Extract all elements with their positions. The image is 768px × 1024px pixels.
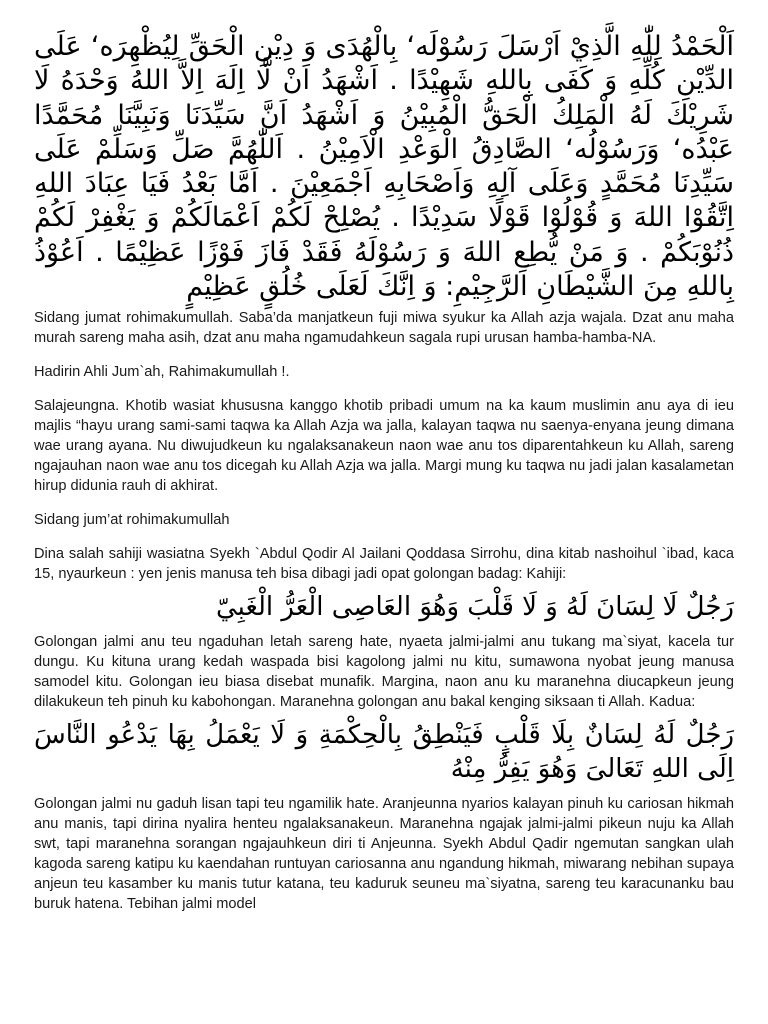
document-page	[34, 30, 734, 928]
paragraph-address-2: Sidang jum’at rohimakumullah	[34, 512, 230, 529]
paragraph-golongan-1: Golongan jalmi anu teu ngaduhan letah sareng hate, nyaeta jalmi-jalmi anu tukang ma`siyat, kacela tur dungu. Ku kituna urang kedah waspada bisi kagolong jalmi nu kitu, sumawona nyobat jeung manusa samodel kitu. Golongan ieu biasa disebat munafik. Margina, naon anu ku maranehna diucapkeun jeung dilakukeun teh pinuh ku kabohongan. Maranehna golongan anu bakal kenging siksaan ti Allah. Kadua:	[34, 634, 734, 711]
arabic-quote-2: رَجُلٌ لَهُ لِسَانٌ بِلَا قَلْبٍ فَيَنْطِقُ بِالْحِكْمَةِ وَ لَا يَعْمَلُ بِهَا يَدْعُو النَّاسَ اِلَى اللهِ تَعَالىَ وَهُوَ يَفِرُّ مِنْهُ	[34, 720, 734, 785]
arabic-quote-1: رَجُلٌ لَا لِسَانَ لَهُ وَ لَا قَلْبَ وَهُوَ العَاصِى الْعَرُّ الْغَبِيّ	[215, 592, 734, 623]
paragraph-golongan-2: Golongan jalmi nu gaduh lisan tapi teu ngamilik hate. Aranjeunna nyarios kalayan pinuh ku cariosan hikmah anu manis, tapi dirina nyalira henteu ngalaksanakeun. Maranehna ngajak jalmi-jalmi pikeun nuju ka Allah swt, tapi maranehna sorangan ngajauhkeun diri ti Anjeunna. Syekh Abdul Qadir ngemutan sangkan ulah kagoda sareng katipu ku kaendahan runtuyan cariosanna anu ngandung hikmah, miwarang nebihan supaya anjeun teu kasamber ku manis tutur katana, teu kaduruk seuneu ma`siyatna, sareng teu karacunanku bau buruk hatena. Tebihan jalmi model	[34, 796, 734, 913]
paragraph-wasiat: Dina salah sahiji wasiatna Syekh `Abdul Qodir Al Jailani Qoddasa Sirrohu, dina kitab nashoihul `ibad, kaca 15, nyaurkeun : yen jenis manusa teh bisa dibagi jadi opat golongan badag: Kahiji:	[34, 546, 734, 583]
paragraph-taqwa: Salajeungna. Khotib wasiat khususna kanggo khotib pribadi umum na ka kaum muslimin anu aya di ieu majlis “hayu urang sami-sami taqwa ka Allah Azja wa jalla, kalayan taqwa nu saenya-enyana jeung dimana wae urang ayana. Nu diwujudkeun ku ngalaksanakeun naon wae anu tos diparentahkeun ku Allah, sareng ngajauhan naon wae anu tos dicegah ku Allah Azja wa jalla. Margi mung ku taqwa nu jadi jalan kasalametan hirup didunia rauh di akhirat.	[34, 398, 734, 495]
paragraph-address: Hadirin Ahli Jum`ah, Rahimakumullah !.	[34, 364, 290, 381]
arabic-opening-text: اَلْحَمْدُ لِلّٰهِ الَّذِيْ اَرْسَلَ رَسُوْلَه‘ بِالْهُدَى وَ دِيْنِ الْحَقِّ لِيُظْهِرَه‘ عَلَى الدِّيْنِ كُلِّهِ وَ كَفَى بِاللهِ شَهِيْدًا . اَشْهَدُ اَنْ لَّا اِلَهَ اِلاَّ اللهُ وَحْدَهُ لَا شَرِيْكَ لَهُ الْمَلِكُ الْحَقُّ الْمُبِيْنُ وَ اَشْهَدُ اَنَّ سَيِّدَنَا وَنَبِيَّنَا مُحَمَّدًا عَبْدُه‘ وَرَسُوْلُه‘ الصَّادِقُ الْوَعْدِ الْاَمِيْنُ . اَللّٰهُمَّ صَلِّ وَسَلِّمْ عَلَى سَيِّدِنَا مُحَمَّدٍ وَعَلَى آلِهِ وَاَصْحَابِهِ اَجْمَعِيْنَ . اَمَّا بَعْدُ فَيَا عِبَادَ اللهِ اِتَّقُوْا اللهَ وَ قُوْلُوْا قَوْلًا سَدِيْدًا . يُصْلِحْ لَكُمْ اَعْمَالَكُمْ وَ يَغْفِرْ لَكُمْ ذُنُوْبَكُمْ . وَ مَنْ يُّطِعِ اللهَ وَ رَسُوْلَهُ فَقَدْ فَازَ فَوْزًا عَظِيْمًا . اَعُوْذُ بِاللهِ مِنَ الشَّيْطَانِ الرَّجِيْمِ: وَ اِنَّكَ لَعَلَى خُلُقٍ عَظِيْمٍ	[34, 31, 734, 303]
paragraph-greeting: Sidang jumat rohimakumullah. Saba’da manjatkeun fuji miwa syukur ka Allah azja wajala. Dzat anu maha murah sareng maha asih, dzat anu maha ngamudahkeun sagala rupi urusan hamba-hamba-NA.	[34, 310, 734, 347]
